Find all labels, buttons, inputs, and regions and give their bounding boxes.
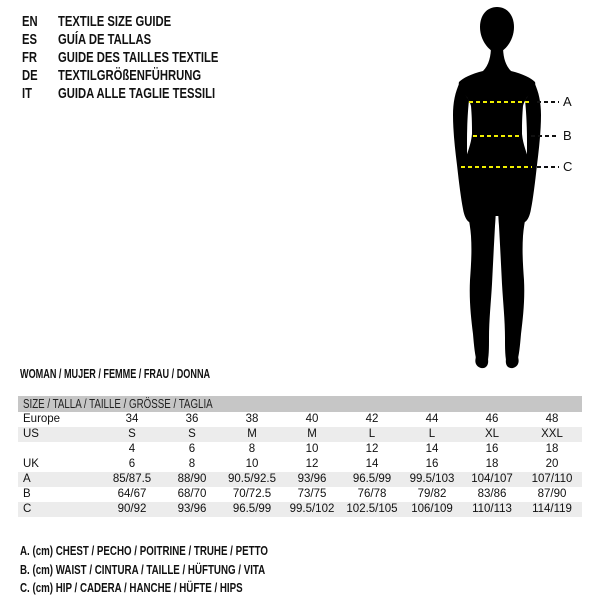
size-table-cell: 4 <box>128 443 136 455</box>
size-table-row <box>18 442 582 457</box>
size-table-cell: 36 <box>185 413 199 425</box>
size-table-cell: 64/67 <box>117 488 147 500</box>
size-table-row-label: Europe <box>23 413 61 425</box>
size-table-cell: 73/75 <box>297 488 327 500</box>
size-table-cell: 99.5/102 <box>289 503 335 515</box>
marker-label-b: B <box>563 128 572 143</box>
size-table-cell: 96.5/99 <box>232 503 272 515</box>
size-table-cell: 106/109 <box>411 503 453 515</box>
size-table-cell: 8 <box>248 443 256 455</box>
language-label: TEXTILGRÖßENFÜHRUNG <box>58 67 202 84</box>
hip-line-leader <box>537 166 559 168</box>
language-label: GUIDA ALLE TAGLIE TESSILI <box>58 85 216 102</box>
size-table-cell: 90.5/92.5 <box>228 473 276 485</box>
legend-line-text: A. (cm) CHEST / PECHO / POITRINE / TRUHE / PETTO <box>20 543 268 558</box>
hip-line-dash <box>461 166 532 168</box>
size-table-cell: 6 <box>188 443 196 455</box>
size-table-cell: 104/107 <box>471 473 513 485</box>
legend-line-text: C. (cm) HIP / CADERA / HANCHE / HÜFTE / HIPS <box>20 580 243 595</box>
language-label: TEXTILE SIZE GUIDE <box>58 13 172 30</box>
category-title <box>20 366 292 381</box>
size-table-cell: 40 <box>305 413 319 425</box>
size-table-cell: 34 <box>125 413 139 425</box>
size-table-cell: 93/96 <box>177 503 207 515</box>
size-table-cell: 114/119 <box>532 503 572 515</box>
chest-line-leader <box>537 101 559 103</box>
language-label: GUIDE DES TAILLES TEXTILE <box>58 49 219 66</box>
size-table-row-label <box>18 442 102 457</box>
size-table-row-label: C <box>23 503 32 515</box>
size-table-cell: 90/92 <box>117 503 147 515</box>
language-label: GUÍA DE TALLAS <box>58 31 152 48</box>
size-table-cell: 12 <box>365 443 379 455</box>
size-table-cell: 102.5/105 <box>346 503 398 515</box>
size-table-row-label: B <box>23 488 31 500</box>
size-table-cell: 87/90 <box>537 488 567 500</box>
legend-line-text: B. (cm) WAIST / CINTURA / TAILLE / HÜFTUNG / VITA <box>20 561 266 577</box>
size-table-row <box>18 457 582 472</box>
size-table-row <box>18 487 582 502</box>
size-table-header-text: SIZE / TALLA / TAILLE / GRÖSSE / TAGLIA <box>23 396 213 411</box>
size-table-cell: 10 <box>245 458 259 470</box>
size-table-cell: 18 <box>545 443 559 455</box>
size-table-body <box>18 412 582 517</box>
size-table-cell: 18 <box>485 458 499 470</box>
size-table-row <box>18 472 582 487</box>
marker-label-c: C <box>563 159 573 174</box>
size-table-cell: S <box>188 428 196 440</box>
size-table-row-label: A <box>23 473 31 485</box>
language-code: FR <box>22 49 37 66</box>
size-table-header <box>18 396 582 412</box>
measurement-legend <box>20 542 351 598</box>
size-table-cell: 93/96 <box>297 473 327 485</box>
language-code: EN <box>22 13 38 30</box>
size-table-cell: 46 <box>485 413 499 425</box>
size-table-cell: 14 <box>365 458 379 470</box>
size-table-cell: 70/72.5 <box>232 488 272 500</box>
size-table-cell: 85/87.5 <box>112 473 152 485</box>
size-table-cell: M <box>247 428 257 440</box>
language-code: IT <box>22 85 33 102</box>
legend-line <box>20 561 351 580</box>
size-table-cell: 16 <box>425 458 439 470</box>
size-table-cell: 12 <box>305 458 319 470</box>
size-table-row-label: UK <box>23 458 39 470</box>
category-title-text: WOMAN / MUJER / FEMME / FRAU / DONNA <box>20 366 211 381</box>
size-table-cell: 14 <box>425 443 439 455</box>
size-table-cell: 107/110 <box>531 473 573 485</box>
size-table-cell: 76/78 <box>357 488 387 500</box>
size-table-cell: 99.5/103 <box>409 473 455 485</box>
size-table-cell: 79/82 <box>417 488 447 500</box>
size-table-cell: 42 <box>365 413 379 425</box>
size-table-row <box>18 412 582 427</box>
woman-silhouette-icon <box>425 4 565 370</box>
size-table-cell: L <box>368 428 376 440</box>
size-table-cell: 83/86 <box>477 488 507 500</box>
size-table-cell: 20 <box>545 458 559 470</box>
waist-line-leader <box>531 135 559 137</box>
size-table-cell: M <box>307 428 317 440</box>
size-table-cell: XXL <box>541 428 563 440</box>
marker-label-a: A <box>563 94 572 109</box>
size-table-cell: XL <box>484 428 500 440</box>
size-table-cell: 6 <box>128 458 136 470</box>
size-table-cell: 88/90 <box>177 473 207 485</box>
waist-line-dash <box>473 135 520 137</box>
size-table-row <box>18 427 582 442</box>
size-table-cell: 10 <box>305 443 319 455</box>
size-table-cell: S <box>128 428 136 440</box>
size-table <box>18 396 582 517</box>
size-table-cell: 110/113 <box>472 503 512 515</box>
size-table-cell: 16 <box>485 443 499 455</box>
size-table-row-label: US <box>23 428 39 440</box>
size-table-cell: 96.5/99 <box>352 473 392 485</box>
size-table-cell: 44 <box>425 413 439 425</box>
size-table-cell: 8 <box>188 458 196 470</box>
legend-line <box>20 542 351 561</box>
legend-line <box>20 579 351 598</box>
language-code: DE <box>22 67 38 84</box>
size-table-cell: 68/70 <box>177 488 207 500</box>
size-table-cell: L <box>428 428 436 440</box>
size-table-cell: 48 <box>545 413 559 425</box>
size-table-row <box>18 502 582 517</box>
chest-line-dash <box>469 101 532 103</box>
language-code: ES <box>22 31 38 48</box>
size-table-cell: 38 <box>245 413 259 425</box>
